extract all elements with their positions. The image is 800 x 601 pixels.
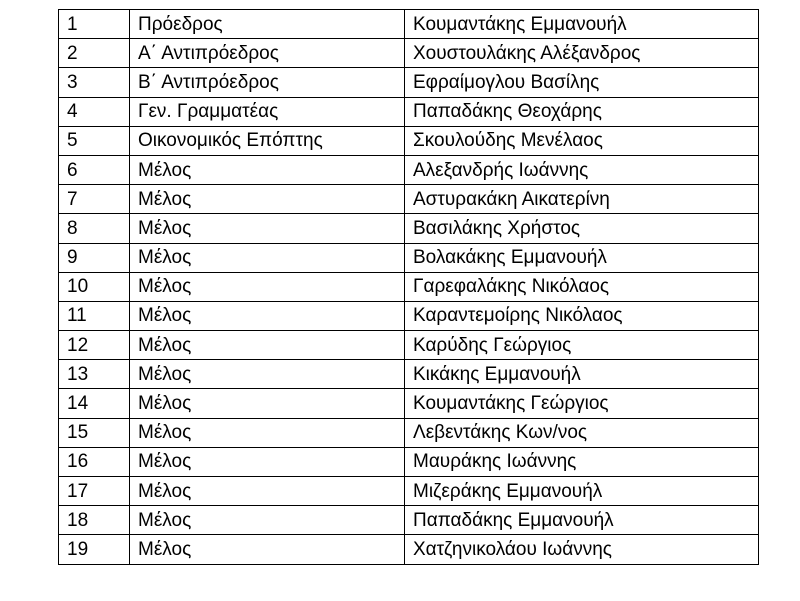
member-role: Μέλος — [130, 389, 405, 418]
table-row — [59, 301, 759, 330]
member-name: Κικάκης Εμμανουήλ — [405, 360, 759, 389]
table-row — [59, 214, 759, 243]
member-role: Γεν. Γραμματέας — [130, 97, 405, 126]
member-name: Καρύδης Γεώργιος — [405, 331, 759, 360]
member-name: Παπαδάκης Θεοχάρης — [405, 97, 759, 126]
table-row — [59, 10, 759, 39]
member-number: 15 — [59, 418, 130, 447]
member-number: 9 — [59, 243, 130, 272]
member-name: Μιζεράκης Εμμανουήλ — [405, 477, 759, 506]
member-role: Μέλος — [130, 506, 405, 535]
table-body — [59, 10, 759, 565]
member-name: Αλεξανδρής Ιωάννης — [405, 155, 759, 184]
member-number: 17 — [59, 477, 130, 506]
member-number: 3 — [59, 68, 130, 97]
member-number: 2 — [59, 39, 130, 68]
member-number: 6 — [59, 155, 130, 184]
table-row — [59, 506, 759, 535]
table-row — [59, 243, 759, 272]
member-role: Μέλος — [130, 243, 405, 272]
member-number: 10 — [59, 272, 130, 301]
member-role: Μέλος — [130, 477, 405, 506]
member-number: 14 — [59, 389, 130, 418]
table-row — [59, 68, 759, 97]
member-role: Μέλος — [130, 360, 405, 389]
member-number: 18 — [59, 506, 130, 535]
table-row — [59, 477, 759, 506]
member-number: 1 — [59, 10, 130, 39]
table-row — [59, 418, 759, 447]
table-row — [59, 97, 759, 126]
table-row — [59, 389, 759, 418]
member-role: Μέλος — [130, 272, 405, 301]
table-row — [59, 155, 759, 184]
member-role: Μέλος — [130, 535, 405, 564]
table-row — [59, 126, 759, 155]
member-name: Εφραίμογλου Βασίλης — [405, 68, 759, 97]
table-row — [59, 39, 759, 68]
table-row — [59, 331, 759, 360]
member-number: 11 — [59, 301, 130, 330]
member-role: Μέλος — [130, 331, 405, 360]
member-name: Καραντεμοίρης Νικόλαος — [405, 301, 759, 330]
member-name: Κουμαντάκης Γεώργιος — [405, 389, 759, 418]
member-name: Σκουλούδης Μενέλαος — [405, 126, 759, 155]
table-row — [59, 272, 759, 301]
member-role: Μέλος — [130, 185, 405, 214]
member-number: 4 — [59, 97, 130, 126]
member-role: Μέλος — [130, 301, 405, 330]
member-number: 5 — [59, 126, 130, 155]
member-name: Βολακάκης Εμμανουήλ — [405, 243, 759, 272]
member-number: 16 — [59, 447, 130, 476]
member-role: Μέλος — [130, 155, 405, 184]
member-role: Α΄ Αντιπρόεδρος — [130, 39, 405, 68]
member-role: Μέλος — [130, 418, 405, 447]
member-number: 19 — [59, 535, 130, 564]
member-name: Λεβεντάκης Κων/νος — [405, 418, 759, 447]
board-members-table — [58, 9, 759, 565]
member-role: Οικονομικός Επόπτης — [130, 126, 405, 155]
member-name: Αστυρακάκη Αικατερίνη — [405, 185, 759, 214]
member-role: Μέλος — [130, 447, 405, 476]
member-role: Β΄ Αντιπρόεδρος — [130, 68, 405, 97]
member-number: 13 — [59, 360, 130, 389]
member-name: Κουμαντάκης Εμμανουήλ — [405, 10, 759, 39]
member-role: Πρόεδρος — [130, 10, 405, 39]
member-name: Μαυράκης Ιωάννης — [405, 447, 759, 476]
member-name: Βασιλάκης Χρήστος — [405, 214, 759, 243]
table-row — [59, 185, 759, 214]
member-role: Μέλος — [130, 214, 405, 243]
table-row — [59, 535, 759, 564]
table-row — [59, 447, 759, 476]
member-number: 12 — [59, 331, 130, 360]
member-number: 8 — [59, 214, 130, 243]
member-name: Χατζηνικολάου Ιωάννης — [405, 535, 759, 564]
member-name: Παπαδάκης Εμμανουήλ — [405, 506, 759, 535]
member-name: Χουστουλάκης Αλέξανδρος — [405, 39, 759, 68]
member-name: Γαρεφαλάκης Νικόλαος — [405, 272, 759, 301]
member-number: 7 — [59, 185, 130, 214]
table-row — [59, 360, 759, 389]
